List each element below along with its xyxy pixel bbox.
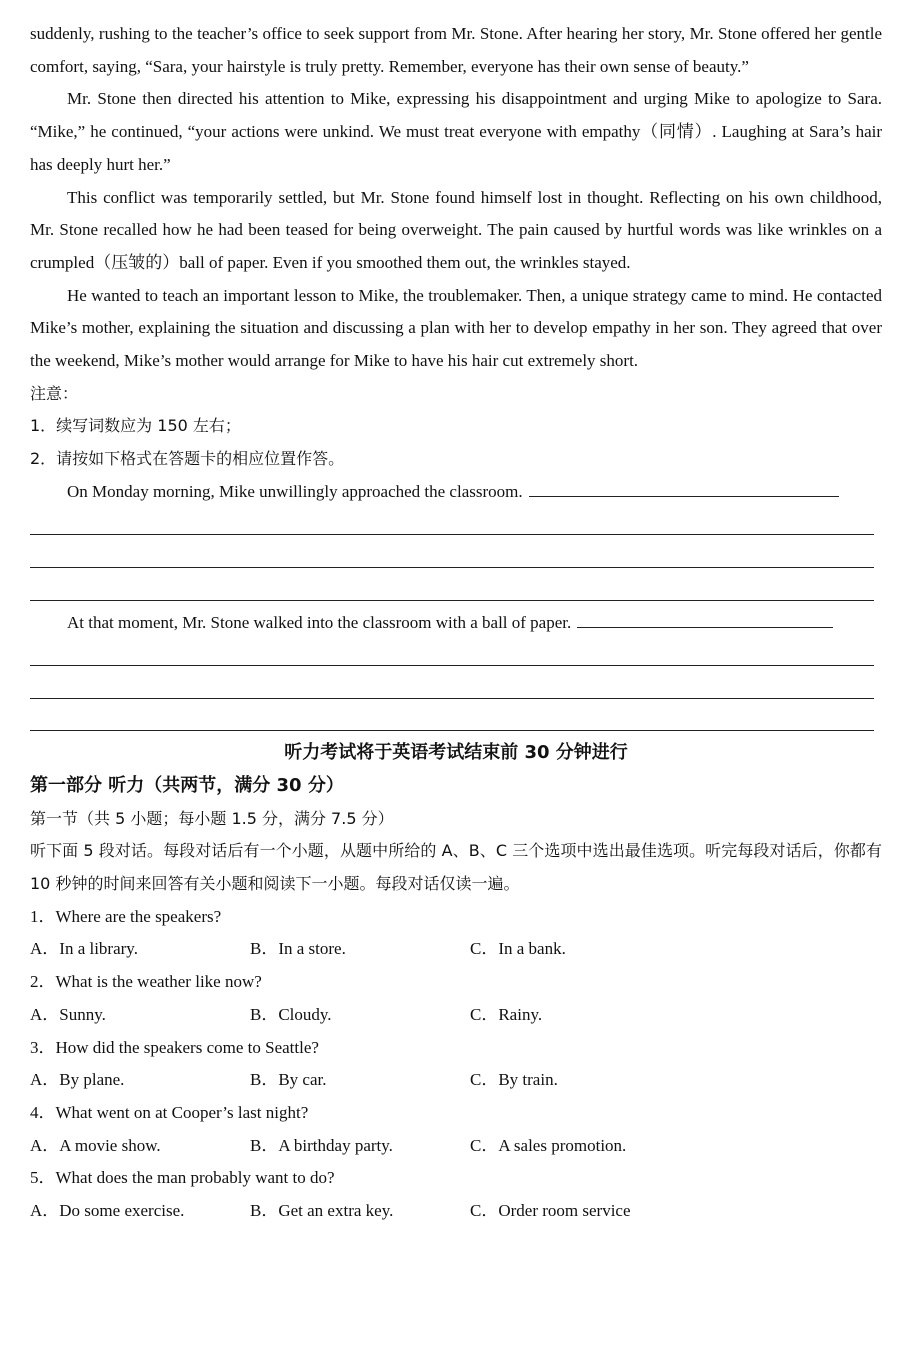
question-2 [30,966,882,1031]
story-paragraph-1: suddenly, rushing to the teacher’s office to seek support from Mr. Stone. After hearing her story, Mr. Stone offered her gentle comfort, saying, “Sara, your hairstyle is truly pretty. Remember, everyone has their own sense of beauty.” [30,24,882,76]
listening-instructions: 听下面 5 段对话。每段对话后有一个小题，从题中所给的 A、B、C 三个选项中选出最佳选项。听完每段对话后，你都有 10 秒钟的时间来回答有关小题和阅读下一小题。每段对话仅读一遍。 [30,841,882,894]
answer-line[interactable] [30,639,882,672]
story-paragraph-4: He wanted to teach an important lesson to Mike, the troublemaker. Then, a unique strategy came to mind. He contacted Mike’s mother, explaining the situation and discussing a plan with her to develop empathy in her son. They agreed that over the weekend, Mike’s mother would arrange for Mike to have his hair cut extremely short. [30,285,882,371]
answer-line[interactable] [30,508,882,541]
prompt-2-text: At that moment, Mr. Stone walked into the classroom with a ball of paper. [67,612,572,632]
option-b[interactable]: B．By car. [250,1070,327,1090]
options [30,1064,882,1097]
answer-line[interactable] [30,574,882,607]
story-paragraph-3: This conflict was temporarily settled, but Mr. Stone found himself lost in thought. Reflecting on his own childhood, Mr. Stone recalled how he had been teased for being overweight. The pain caused by hurtful words was like wrinkles on a crumpled（压皱的）ball of paper. Even if you smoothed them out, the wrinkles stayed. [30,187,882,272]
option-a[interactable]: A．By plane. [30,1070,125,1090]
story-paragraph-2: Mr. Stone then directed his attention to Mike, expressing his disappointment and urging Mike to apologize to Sara. “Mike,” he continued, “your actions were unkind. We must treat everyone with empathy（同情）. Laughing at Sara’s hair has deeply hurt her.” [30,89,882,174]
options [30,1130,882,1163]
question-text: 2．What is the weather like now? [30,972,262,992]
answer-line[interactable] [30,705,882,738]
option-a[interactable]: A．Sunny. [30,1004,106,1024]
answer-blank-inline-1[interactable] [529,495,839,497]
question-4 [30,1097,882,1162]
option-c[interactable]: C．Order room service [470,1200,631,1220]
exam-page [30,18,882,1228]
options [30,933,882,966]
question-1 [30,901,882,966]
option-a[interactable]: A．Do some exercise. [30,1200,185,1220]
answer-line[interactable] [30,672,882,705]
part-one-title: 第一部分 听力（共两节，满分 30 分） [30,775,344,796]
question-3 [30,1032,882,1097]
prompt-1-text: On Monday morning, Mike unwillingly approached the classroom. [67,481,523,501]
question-text: 3．How did the speakers come to Seattle? [30,1037,319,1057]
option-c[interactable]: C．Rainy. [470,1004,543,1024]
option-b[interactable]: B．In a store. [250,939,346,959]
notes-heading: 注意： [30,383,79,403]
answer-line[interactable] [30,541,882,574]
listening-notice: 听力考试将于英语考试结束前 30 分钟进行 [284,742,628,764]
option-b[interactable]: B．A birthday party. [250,1135,393,1155]
option-b[interactable]: B．Cloudy. [250,1004,332,1024]
prompt-1-line [30,476,882,509]
section-one-title: 第一节（共 5 小题；每小题 1.5 分，满分 7.5 分） [30,808,394,828]
note-item-1: 1．续写词数应为 150 左右； [30,416,241,436]
option-a[interactable]: A．In a library. [30,939,138,959]
question-text: 4．What went on at Cooper’s last night? [30,1102,309,1122]
option-c[interactable]: C．A sales promotion. [470,1135,627,1155]
note-item-2: 2．请按如下格式在答题卡的相应位置作答。 [30,449,345,469]
question-text: 5．What does the man probably want to do? [30,1168,335,1188]
question-text: 1．Where are the speakers? [30,906,222,926]
question-5 [30,1162,882,1227]
option-c[interactable]: C．By train. [470,1070,558,1090]
option-c[interactable]: C．In a bank. [470,939,566,959]
prompt-2-line [30,607,882,640]
option-a[interactable]: A．A movie show. [30,1135,161,1155]
option-b[interactable]: B．Get an extra key. [250,1200,394,1220]
answer-blank-inline-2[interactable] [577,626,833,628]
options [30,999,882,1032]
options [30,1195,882,1228]
